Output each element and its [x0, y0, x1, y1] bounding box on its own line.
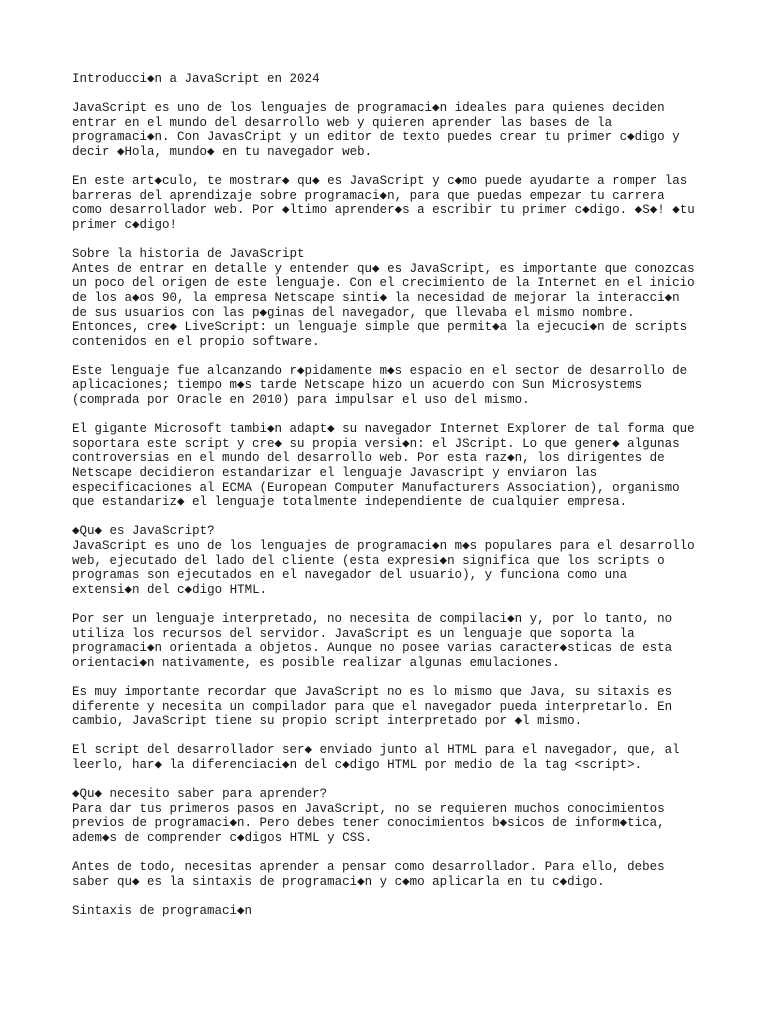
text-line: de sus usuarios con las p◆ginas del navegador, que llevaba el mismo nombre.: [72, 305, 635, 320]
text-line: utiliza los recursos del servidor. JavaScript es un lenguaje que soporta la: [72, 626, 635, 641]
text-line: que estandariz◆ el lenguaje totalmente independiente de cualquier empresa.: [72, 495, 628, 510]
blank-line: [72, 233, 712, 248]
text-line: saber qu◆ es la sintaxis de programaci◆n y c◆mo aplicarla en tu c◆digo.: [72, 874, 605, 889]
text-line: Este lenguaje fue alcanzando r◆pidamente m◆s espacio en el sector de desarrollo de: [72, 363, 688, 378]
text-line: programaci◆n orientada a objetos. Aunque no posee varias caracter◆sticas de esta: [72, 641, 673, 656]
text-line: leerlo, har◆ la diferenciaci◆n del c◆digo HTML por medio de la tag <script>.: [72, 757, 643, 772]
text-line: JavaScript es uno de los lenguajes de programaci◆n m◆s populares para el desarrollo: [72, 539, 695, 553]
text-line: adem◆s de comprender c◆digos HTML y CSS.: [72, 830, 373, 845]
text-line: Antes de todo, necesitas aprender a pensar como desarrollador. Para ello, debes: [72, 860, 665, 875]
text-line: Sobre la historia de JavaScript: [72, 247, 305, 262]
text-line: contenidos en el propio software.: [72, 334, 320, 349]
text-line: ◆Qu◆ necesito saber para aprender?: [72, 787, 328, 802]
text-line: previos de programaci◆n. Pero debes tener conocimientos b◆sicos de inform◆tica,: [72, 816, 665, 831]
text-line: JavaScript es uno de los lenguajes de programaci◆n ideales para quienes deciden: [72, 101, 665, 116]
blank-line: [72, 670, 712, 685]
text-line: programaci◆n. Con JavasCript y un editor de texto puedes crear tu primer c◆digo y: [72, 130, 680, 145]
text-line: Es muy importante recordar que JavaScript no es lo mismo que Java, su sitaxis es: [72, 684, 673, 699]
text-line: Entonces, cre◆ LiveScript: un lenguaje simple que permit◆a la ejecuci◆n de scripts: [72, 320, 688, 335]
text-line: barreras del aprendizaje sobre programaci◆n, para que puedas empezar tu carrera: [72, 188, 665, 203]
blank-line: [72, 845, 712, 860]
text-line: decir ◆Hola, mundo◆ en tu navegador web.: [72, 144, 373, 159]
text-line: soportara este script y cre◆ su propia versi◆n: el JScript. Lo que gener◆ algunas: [72, 436, 680, 451]
text-line: Sintaxis de programaci◆n: [72, 903, 253, 918]
text-line: aplicaciones; tiempo m◆s tarde Netscape hizo un acuerdo con Sun Microsystems: [72, 378, 643, 393]
blank-line: [72, 729, 712, 744]
text-line: En este art◆culo, te mostrar◆ qu◆ es JavaScript y c◆mo puede ayudarte a romper las: [72, 174, 688, 189]
text-line: un poco del origen de este lenguaje. Con el crecimiento de la Internet en el inicio: [72, 276, 695, 291]
blank-line: [72, 87, 712, 102]
text-line: entrar en el mundo del desarrollo web y quieren aprender las bases de la: [72, 115, 613, 130]
text-line: diferente y necesita un compilador para que el navegador pueda interpretarlo. En: [72, 699, 673, 714]
text-line: como desarrollador web. Por ◆ltimo aprender◆s a escribir tu primer c◆digo. ◆S◆! ◆tu: [72, 203, 695, 218]
text-line: web, ejecutado del lado del cliente (esta expresi◆n significa que los scripts o: [72, 553, 665, 568]
text-line: primer c◆digo!: [72, 217, 178, 232]
text-line: Por ser un lenguaje interpretado, no necesita de compilaci◆n y, por lo tanto, no: [72, 611, 673, 626]
text-line: extensi◆n del c◆digo HTML.: [72, 582, 268, 597]
document-page: [72, 72, 712, 918]
text-line: controversias en el mundo del desarrollo web. Por esta raz◆n, los dirigentes de: [72, 451, 665, 466]
text-line: Introducci◆n a JavaScript en 2024: [72, 72, 320, 86]
text-line: orientaci◆n nativamente, es posible realizar algunas emulaciones.: [72, 655, 560, 670]
text-line: ◆Qu◆ es JavaScript?: [72, 524, 215, 539]
blank-line: [72, 349, 712, 364]
text-line: programas son ejecutados en el navegador del usuario), y funciona como una: [72, 568, 628, 583]
text-line: El script del desarrollador ser◆ enviado junto al HTML para el navegador, que, al: [72, 743, 680, 758]
blank-line: [72, 889, 712, 904]
text-line: de los a◆os 90, la empresa Netscape sinti◆ la necesidad de mejorar la interacci◆n: [72, 290, 680, 305]
text-line: especificaciones al ECMA (European Computer Manufacturers Association), organismo: [72, 480, 680, 495]
text-line: cambio, JavaScript tiene su propio script interpretado por ◆l mismo.: [72, 714, 583, 729]
text-line: (comprada por Oracle en 2010) para impulsar el uso del mismo.: [72, 393, 530, 408]
text-line: El gigante Microsoft tambi◆n adapt◆ su navegador Internet Explorer de tal forma que: [72, 422, 695, 437]
text-line: Para dar tus primeros pasos en JavaScript, no se requieren muchos conocimientos: [72, 801, 665, 816]
text-line: Antes de entrar en detalle y entender qu◆ es JavaScript, es importante que conozcas: [72, 261, 695, 276]
blank-line: [72, 510, 712, 525]
text-line: Netscape decidieron estandarizar el lenguaje Javascript y enviaron las: [72, 466, 598, 481]
blank-line: [72, 408, 712, 423]
blank-line: [72, 160, 712, 175]
blank-line: [72, 773, 712, 788]
blank-line: [72, 597, 712, 612]
